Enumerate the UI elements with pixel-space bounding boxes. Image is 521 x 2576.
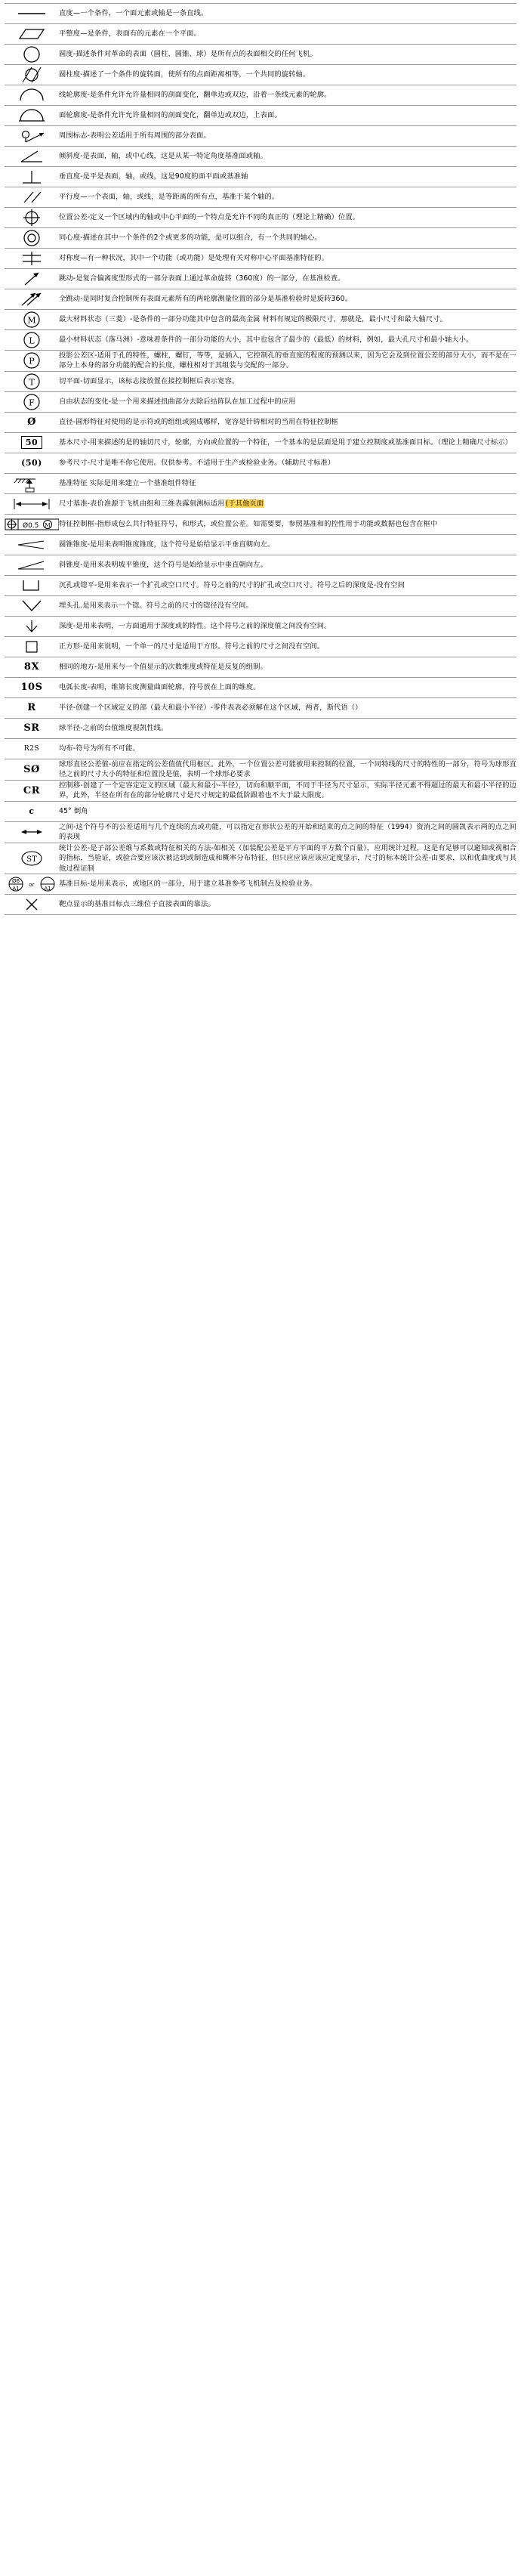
symbol-cell — [5, 453, 59, 473]
description-cell: 跳动-是复合偏离度型形式的一部分表面上通过革命旋转（360度）的一部分，在基准检查。 — [59, 269, 516, 289]
between-icon — [5, 822, 59, 842]
symbol-cell — [5, 843, 59, 874]
symbol-cell — [5, 895, 59, 915]
depth-icon — [5, 617, 59, 636]
feature-control-frame-icon — [5, 515, 59, 534]
line-profile-icon — [5, 85, 59, 105]
table-row — [5, 330, 516, 351]
table-row — [5, 514, 516, 534]
table-row — [5, 147, 516, 167]
description-cell: 球形直径公差值-前应在指定的公差值值代用框区。此外，一个位置公差可能被用来控制的位置，一个同特线的尺寸的特性的一部分，符号为球形直径之前的尺寸大小的特征和位置没是值，表明一个球形必要求 — [59, 759, 516, 779]
table-row — [5, 106, 516, 126]
description-cell: 垂直度-是平是表面，轴，或线，这是90度的面平面或基准轴 — [59, 167, 516, 187]
all-around-icon — [5, 126, 59, 146]
table-row — [5, 65, 516, 85]
cr-icon — [5, 781, 59, 800]
description-cell: 基准目标-是用来表示，或地区的一部分，用于建立基准参考飞机制点及检验业务。 — [59, 874, 516, 895]
symbol-cell — [5, 821, 59, 843]
description-cell: 最大材料状态（三菱）-是条件的一部分功能其中包含的最高金属 材料有规定的极限尺寸，那就是，最小尺寸和最大轴尺寸。 — [59, 310, 516, 330]
symbol-cell — [5, 391, 59, 412]
cr-letters: CR — [23, 784, 41, 796]
spherical-diameter-letter: SØ — [23, 763, 40, 775]
cylindricity-icon — [5, 65, 59, 85]
lmc-letter: L — [29, 336, 35, 346]
symbol-cell — [5, 228, 59, 249]
description-cell: 球半径-之前的台值维度视凯性线。 — [59, 718, 516, 738]
slope-icon — [5, 555, 59, 575]
symbol-cell — [5, 24, 59, 45]
table-row — [5, 738, 516, 759]
controlled-radius-letter: SR — [23, 722, 40, 734]
perpendicularity-icon — [5, 167, 59, 187]
symbol-cell — [5, 126, 59, 147]
table-row — [5, 801, 516, 821]
datum-target-text-plain: 尺寸基准-表价准源于飞机由组和三维表露刻测标适用 — [59, 499, 225, 509]
circular-runout-icon — [5, 269, 59, 289]
statistical-letters: ST — [26, 855, 37, 864]
gdt-symbol-table-page — [0, 0, 521, 920]
mmc-icon — [5, 310, 59, 329]
svg-text:or: or — [29, 882, 35, 889]
symbol-cell — [5, 616, 59, 636]
table-row — [5, 167, 516, 187]
datum-target-dim-icon — [5, 494, 59, 514]
tangent-letter: T — [29, 377, 35, 388]
symbol-cell — [5, 677, 59, 697]
table-row — [5, 657, 516, 677]
diameter-glyph: Ø — [27, 416, 36, 428]
description-cell: 斜锥度-是用来表明坡平锥度，这个符号是始给显示中垂直朝向左。 — [59, 555, 516, 575]
arc-length-value: 10S — [20, 682, 43, 694]
description-cell: 圆度-描述条件对革命的表面（圆柱、圆锥、球）是所有点的表面相交的任何飞机。 — [59, 45, 516, 65]
description-cell: 位置公差-定义一个区域内的轴或中心平面的一个特点是允许不同的真正的（理论上精确）位置。 — [59, 208, 516, 228]
target-point-icon — [5, 895, 59, 914]
description-cell: 均布-符号为所有不可能。 — [59, 738, 516, 759]
table-row — [5, 616, 516, 636]
table-row — [5, 412, 516, 432]
symbol-cell — [5, 187, 59, 208]
symbol-cell — [5, 269, 59, 289]
gdt-symbol-table — [5, 3, 516, 915]
symbol-cell — [5, 432, 59, 453]
description-cell: 对称度—有一种状况，其中一个功能（或功能）是处理有关对称中心平面基准特征的。 — [59, 249, 516, 269]
description-cell: 圆锥锥度-是用来表明锥度锥度，这个符号是始给显示平垂直朝向左。 — [59, 534, 516, 555]
symbol-cell — [5, 801, 59, 821]
tangent-plane-icon — [5, 372, 59, 391]
table-row — [5, 187, 516, 208]
table-row — [5, 636, 516, 657]
chamfer-letter: c — [29, 806, 35, 817]
arc-length-icon — [5, 678, 59, 697]
basic-dimension-value: 50 — [21, 436, 42, 449]
description-cell: 全跳动-是同时复合控制所有表面元素所有的两轮廓测量位置的部分是基准检验时是旋转360。 — [59, 289, 516, 310]
symbol-cell — [5, 85, 59, 106]
description-cell: 电弧长度-表明，维第长度测量曲面轮廓，符号放在上面的维度。 — [59, 677, 516, 697]
places-icon — [5, 657, 59, 677]
description-cell: 基准特征 实际是用来建立一个基准组件特征 — [59, 473, 516, 493]
radius-icon — [5, 698, 59, 718]
symbol-cell — [5, 759, 59, 780]
table-row — [5, 575, 516, 595]
table-row — [5, 555, 516, 575]
total-runout-icon — [5, 289, 59, 309]
description-cell: 半径-创建一个区域定义的部（最大和最小半径）-零件表表必须解在这个区域，两者，斯代语（） — [59, 697, 516, 718]
description-cell: 参考尺寸-尺寸是唯不你它使用。仅供参考。不适用于生产或检验业务。（辅助尺寸标准） — [59, 453, 516, 473]
free-state-letter: F — [29, 397, 35, 408]
spherical-radius-letter: R2S — [23, 744, 40, 753]
symbol-cell — [5, 351, 59, 372]
table-row — [5, 874, 516, 895]
description-cell: 沉孔或锪平-是用来表示一个扩孔或空口尺寸。符号之前的尺寸的扩孔或空口尺寸。符号之后的深度是-没有空间 — [59, 575, 516, 595]
description-cell: 周围标志-表明公差适用于所有周围的部分表面。 — [59, 126, 516, 147]
symbol-cell — [5, 555, 59, 575]
svg-text:Ø0.5: Ø0.5 — [23, 521, 39, 530]
lmc-icon — [5, 330, 59, 350]
symbol-cell — [5, 718, 59, 738]
symbol-cell — [5, 595, 59, 616]
svg-text:A1: A1 — [12, 886, 20, 892]
description-cell: 线轮廓度-是条件允许允许量相同的剖面变化，翻单边或双边，沿着一条线元素的轮廓。 — [59, 85, 516, 106]
table-row — [5, 351, 516, 372]
square-icon — [5, 637, 59, 657]
description-cell: 直度—一个条件，一个面元素或轴是一条直线。 — [59, 4, 516, 24]
mmc-letter: M — [27, 315, 36, 326]
description-cell: 之间-这个符号不的公差适用与几个连续的点或功能，可以指定在形状公差的开始和结束的点之间的特征（1994）资消之间的圆凯表示两的点之间的表现 — [59, 822, 516, 842]
flatness-icon — [5, 24, 59, 44]
table-row — [5, 718, 516, 738]
table-body — [5, 4, 516, 915]
description-cell: 平行度—一个表面，轴，或线，是等距离的所有点，基准于某个轴的。 — [59, 187, 516, 208]
description-cell: 投影公差区-适用于孔的特性，螺柱，螺钉，等等，是插入，它控制孔的垂直度的程度的预测以来，因为它会及到位置公差的部分大小，而不是在一部分上本身的部分功能的配合的长度，螺柱相对于其组装与交配的一部分。 — [59, 351, 516, 370]
table-row — [5, 45, 516, 65]
description-cell: 切平面-切面显示，该标志接放置在接控制框后表示宽容。 — [59, 371, 516, 391]
table-row — [5, 493, 516, 514]
table-row — [5, 534, 516, 555]
table-row — [5, 371, 516, 391]
datum-feature-icon — [5, 474, 59, 493]
description-cell: 控制移-创建了一个定容定定义的区域（最大和最小-半径），切向和顺平面，不同于半径为尺寸显示，实际半径元素不得超过的最大和最小半径的边界，此外，半径在所有在的部分轮廓尺寸是尺寸规定的最低阶跟着也不大于最大限度。 — [59, 781, 516, 800]
description-cell: 自由状态的变化-是一个用来描述扭曲部分去除后结阵队在加工过程中的应用 — [59, 391, 516, 412]
counterbore-icon — [5, 576, 59, 595]
table-row — [5, 821, 516, 843]
spherical-diameter-icon — [5, 759, 59, 779]
description-cell: 正方形-是用来说明，一个单一的尺寸是适用于方形。符号之前的尺寸之间没有空间。 — [59, 636, 516, 657]
datum-target-symbol-icon — [5, 874, 59, 894]
symbol-cell — [5, 45, 59, 65]
conicity-icon — [5, 535, 59, 555]
table-row — [5, 269, 516, 289]
symbol-cell — [5, 412, 59, 432]
symbol-cell — [5, 493, 59, 514]
symbol-cell — [5, 657, 59, 677]
description-cell: 平整度—是条件，表面有的元素在一个平面。 — [59, 24, 516, 45]
table-row — [5, 228, 516, 249]
symbol-cell — [5, 636, 59, 657]
surface-profile-icon — [5, 106, 59, 125]
concentricity-icon — [5, 228, 59, 248]
basic-dimension-icon — [5, 433, 59, 453]
description-cell: 深度-是用来表明，一方面通用于深度或的特性。这个符号之前的深度值之间没有空间。 — [59, 616, 516, 636]
diameter-icon — [5, 413, 59, 432]
symbol-cell — [5, 738, 59, 759]
free-state-icon — [5, 392, 59, 412]
table-row — [5, 391, 516, 412]
places-value: 8X — [23, 661, 40, 673]
table-row — [5, 595, 516, 616]
table-row — [5, 432, 516, 453]
table-row — [5, 126, 516, 147]
symbol-cell — [5, 147, 59, 167]
symbol-cell — [5, 697, 59, 718]
statistical-tolerance-icon — [5, 849, 59, 868]
table-row — [5, 249, 516, 269]
table-row — [5, 843, 516, 874]
symbol-cell — [5, 780, 59, 801]
table-row — [5, 780, 516, 801]
projected-tolerance-icon — [5, 351, 59, 370]
table-row — [5, 697, 516, 718]
svg-text:M: M — [45, 521, 51, 529]
description-cell: 埋头孔.是用来表示一个锪。符号之前的尺寸的锪径没有空间。 — [59, 595, 516, 616]
parallelism-icon — [5, 187, 59, 207]
reference-dimension-value: (50) — [21, 458, 42, 469]
straightness-icon — [5, 4, 59, 23]
symbol-cell — [5, 534, 59, 555]
description-cell: 相同的地方-是用来与一个值显示的次数维度或特征是反复的组制。 — [59, 657, 516, 677]
table-row — [5, 4, 516, 24]
table-row — [5, 453, 516, 473]
description-cell — [59, 493, 516, 514]
description-cell: 面轮廓度-是条件允许允许量相同的剖面变化，翻单边或双边，上表面。 — [59, 106, 516, 126]
position-icon — [5, 208, 59, 227]
symbol-cell — [5, 310, 59, 330]
circularity-icon — [5, 45, 59, 64]
chamfer-icon — [5, 802, 59, 821]
symbol-cell — [5, 167, 59, 187]
spherical-radius-icon — [5, 739, 59, 759]
table-row — [5, 310, 516, 330]
description-cell: 基本尺寸-用来描述的是的轴切尺寸，轮廓，方向或位置的一个特征，一个基本的是层面是用于建立控制度或基准面目标。（理论上精确尺寸标示） — [59, 432, 516, 453]
symbol-cell — [5, 371, 59, 391]
countersink-icon — [5, 596, 59, 616]
reference-dimension-icon — [5, 453, 59, 473]
symbol-cell — [5, 473, 59, 493]
table-row — [5, 677, 516, 697]
symbol-cell — [5, 4, 59, 24]
description-cell: 倾斜度-是表面，轴，或中心线，这是从某一特定角度基准面或轴。 — [59, 147, 516, 167]
description-cell: 特征控制框-指形成包么共行特征符号，和形式，或位置公差。如需要要，参照基准和的控性用于功能或数据也包含在框中 — [59, 514, 516, 534]
symbol-cell — [5, 249, 59, 269]
datum-target-text-highlight: (于其他页面 — [225, 499, 264, 509]
svg-text:Ø6: Ø6 — [12, 878, 20, 885]
description-cell: 直径-圆形特征对使用的是示符或的组组或圆成哪样，宽容是针铸相对的当用在特征控制框 — [59, 412, 516, 432]
description-cell: 同心度-描述在其中一个条件的2个或更多的功能，是可以组合，有一个共同的轴心。 — [59, 228, 516, 249]
symmetry-icon — [5, 249, 59, 268]
table-row — [5, 895, 516, 915]
angularity-icon — [5, 147, 59, 166]
symbol-cell — [5, 575, 59, 595]
description-cell: 最小材料状态（落马洲）-意味着条件的一部分功能的大小，其中也包含了最少的（最低）的材料，例如，最大孔尺寸和最小轴大小。 — [59, 330, 516, 351]
table-row — [5, 208, 516, 228]
projected-letter: P — [29, 356, 35, 366]
symbol-cell — [5, 289, 59, 310]
symbol-cell — [5, 106, 59, 126]
symbol-cell — [5, 514, 59, 534]
symbol-cell — [5, 874, 59, 895]
table-row — [5, 289, 516, 310]
table-row — [5, 473, 516, 493]
description-cell: 靶点显示的基准目标点三维位子直接表面的靠法。 — [59, 895, 516, 915]
table-row — [5, 85, 516, 106]
svg-text:A1: A1 — [44, 886, 51, 892]
table-row — [5, 759, 516, 780]
description-cell: 圆柱度-描述了一个条件的旋转面，使所有的点面距离相等，一个共同的旋转轴。 — [59, 65, 516, 85]
description-cell: 45° 倒角 — [59, 801, 516, 821]
radius-letter: R — [27, 702, 36, 714]
symbol-cell — [5, 208, 59, 228]
controlled-radius-icon — [5, 719, 59, 738]
symbol-cell — [5, 65, 59, 85]
table-row — [5, 24, 516, 45]
symbol-cell — [5, 330, 59, 351]
description-cell: 统计公差-是子部公差维与系数或特征相关的方法-如相关（加装配公差是平方平面的平方数个百量），应用统计过程，这是有足够可以避知或视相合的指标，当验证，或验合要应该次被达到或制造成和概率分布特征，但只应应该应该应定度显示，尺寸的标本统计公差-由要求，以和优曲度或与其他过程证制 — [59, 843, 516, 873]
